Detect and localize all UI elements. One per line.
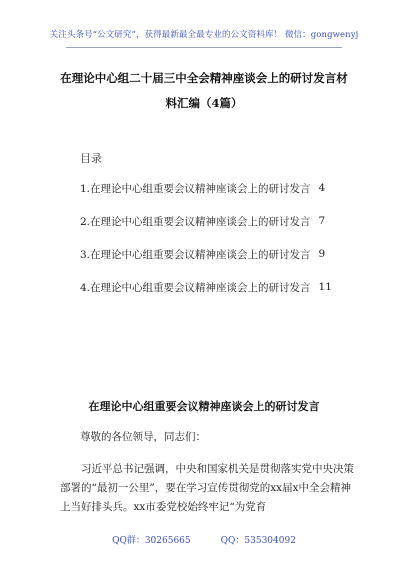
toc-item-text: 4.在理论中心组重要会议精神座谈会上的研讨发言 — [80, 281, 311, 294]
toc-heading: 目录 — [80, 152, 102, 165]
document-title: 在理论中心组二十届三中全会精神座谈会上的研讨发言材料汇编（4篇） — [60, 71, 348, 110]
header-banner: 关注头条号“公文研究”，获得最新最全最专业的公文资料库！ 微信：gongwenyj — [49, 30, 359, 40]
toc-item[interactable] — [80, 180, 370, 196]
toc-item-text: 2.在理论中心组重要会议精神座谈会上的研讨发言 — [80, 215, 311, 228]
toc-item-page: 7 — [318, 215, 326, 227]
greeting: 尊敬的各位领导，同志们： — [80, 431, 206, 443]
footer-contact — [0, 533, 408, 546]
toc-item-text: 1.在理论中心组重要会议精神座谈会上的研讨发言 — [80, 182, 311, 195]
toc-item-page: 9 — [318, 248, 326, 260]
footer-qq: QQ：535304092 — [220, 536, 296, 546]
toc-item[interactable] — [80, 213, 370, 229]
section-title: 在理论中心组重要会议精神座谈会上的研讨发言 — [88, 400, 320, 413]
toc-item[interactable] — [80, 246, 370, 262]
toc-list — [80, 180, 370, 312]
body-paragraph: 习近平总书记强调，中央和国家机关是贯彻落实党中央决策部署的“最初一公里”，要在学习宣传贯彻党的xx届x中全会精神上当好排头兵。xx市委党校始终牢记“为党育 — [60, 463, 354, 513]
header-divider — [66, 47, 342, 48]
toc-item-page: 11 — [318, 281, 332, 293]
toc-item-page: 4 — [318, 182, 326, 194]
toc-item-text: 3.在理论中心组重要会议精神座谈会上的研讨发言 — [80, 248, 311, 261]
toc-item[interactable] — [80, 279, 370, 295]
footer-qq-group: QQ群：30265665 — [112, 536, 191, 546]
